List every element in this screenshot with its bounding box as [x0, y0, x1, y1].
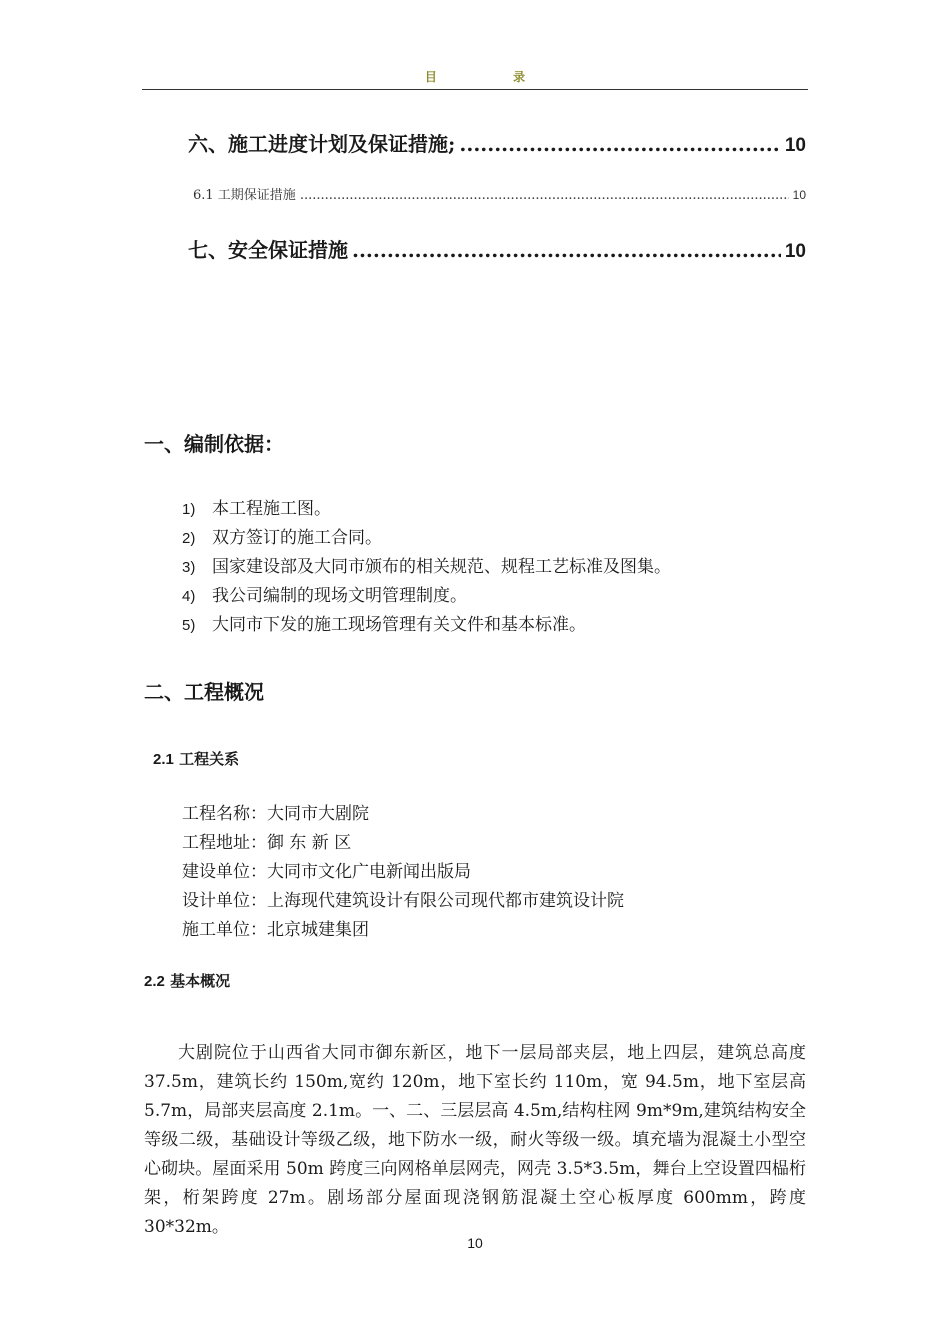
toc-entry-title: 6.1 工期保证措施: [193, 188, 296, 203]
list-item-number: 5): [182, 617, 196, 634]
subsection-heading-relations: [153, 748, 239, 769]
list-item-text: 我公司编制的现场文明管理制度。: [212, 586, 467, 606]
list-item-text: 双方签订的施工合同。: [212, 528, 382, 548]
list-item-text: 国家建设部及大同市颁布的相关规范、规程工艺标准及图集。: [212, 557, 671, 577]
project-info-block: [182, 802, 624, 947]
list-item: [182, 526, 671, 555]
toc-entry-page: 10: [784, 241, 806, 262]
toc-entry[interactable]: [188, 234, 806, 263]
overview-paragraph: 大剧院位于山西省大同市御东新区，地下一层局部夹层，地上四层，建筑总高度 37.5m，建筑长约 150m,宽约 120m，地下室长约 110m，宽 94.5m，地下室层高 5.7m，局部夹层高度 2.1m。一、二、三层层高 4.5m,结构柱网 9m*9m,建筑结构安全等级二级，基础设计等级乙级，地下防水一级，耐火等级一级。填充墙为混凝土小型空心砌块。屋面采用 50m 跨度三向网格单层网壳，网壳 3.5*3.5m，舞台上空设置四榀桁架，桁架跨度 27m。剧场部分屋面现浇钢筋混凝土空心板厚度 600mm，跨度 30*32m。: [144, 1043, 806, 1237]
list-item: [182, 613, 671, 642]
list-item: [182, 555, 671, 584]
subsection-title: 工程关系: [179, 750, 240, 768]
basis-list: [182, 497, 671, 642]
list-item-text: 大同市下发的施工现场管理有关文件和基本标准。: [212, 615, 586, 635]
toc-entry-page: 10: [792, 188, 806, 202]
section-heading-basis: 一、编制依据：: [144, 432, 284, 456]
header-title: 目 录: [424, 70, 562, 84]
list-item-text: 本工程施工图。: [212, 499, 331, 519]
list-item-number: 4): [182, 588, 196, 605]
list-item: [182, 584, 671, 613]
toc-entry[interactable]: [188, 128, 806, 157]
info-row: 建设单位：大同市文化广电新闻出版局: [182, 862, 471, 882]
list-item-number: 2): [182, 530, 196, 547]
toc-leader: [300, 188, 789, 203]
subsection-number: 2.1: [153, 751, 174, 768]
subsection-number: 2.2: [144, 973, 165, 990]
toc-entry-title: 六、施工进度计划及保证措施;: [188, 132, 456, 156]
toc-entry-title: 七、安全保证措施: [188, 238, 348, 262]
toc-entry[interactable]: [193, 184, 806, 203]
page-number: 10: [467, 1235, 483, 1251]
toc-entry-page: 10: [784, 135, 806, 156]
info-row: 施工单位：北京城建集团: [182, 920, 369, 940]
info-row: 工程名称：大同市大剧院: [182, 804, 369, 824]
subsection-heading-basic: [144, 970, 230, 991]
toc-leader: [352, 238, 781, 262]
subsection-title: 基本概况: [170, 972, 231, 990]
list-item-number: 1): [182, 501, 196, 518]
info-row: 工程地址：御 东 新 区: [182, 833, 352, 853]
toc-leader: [459, 132, 780, 156]
info-row: 设计单位：上海现代建筑设计有限公司现代都市建筑设计院: [182, 891, 624, 911]
page-header: [142, 64, 808, 90]
list-item-number: 3): [182, 559, 196, 576]
list-item: [182, 497, 671, 526]
section-heading-overview: 二、工程概况: [144, 680, 264, 704]
